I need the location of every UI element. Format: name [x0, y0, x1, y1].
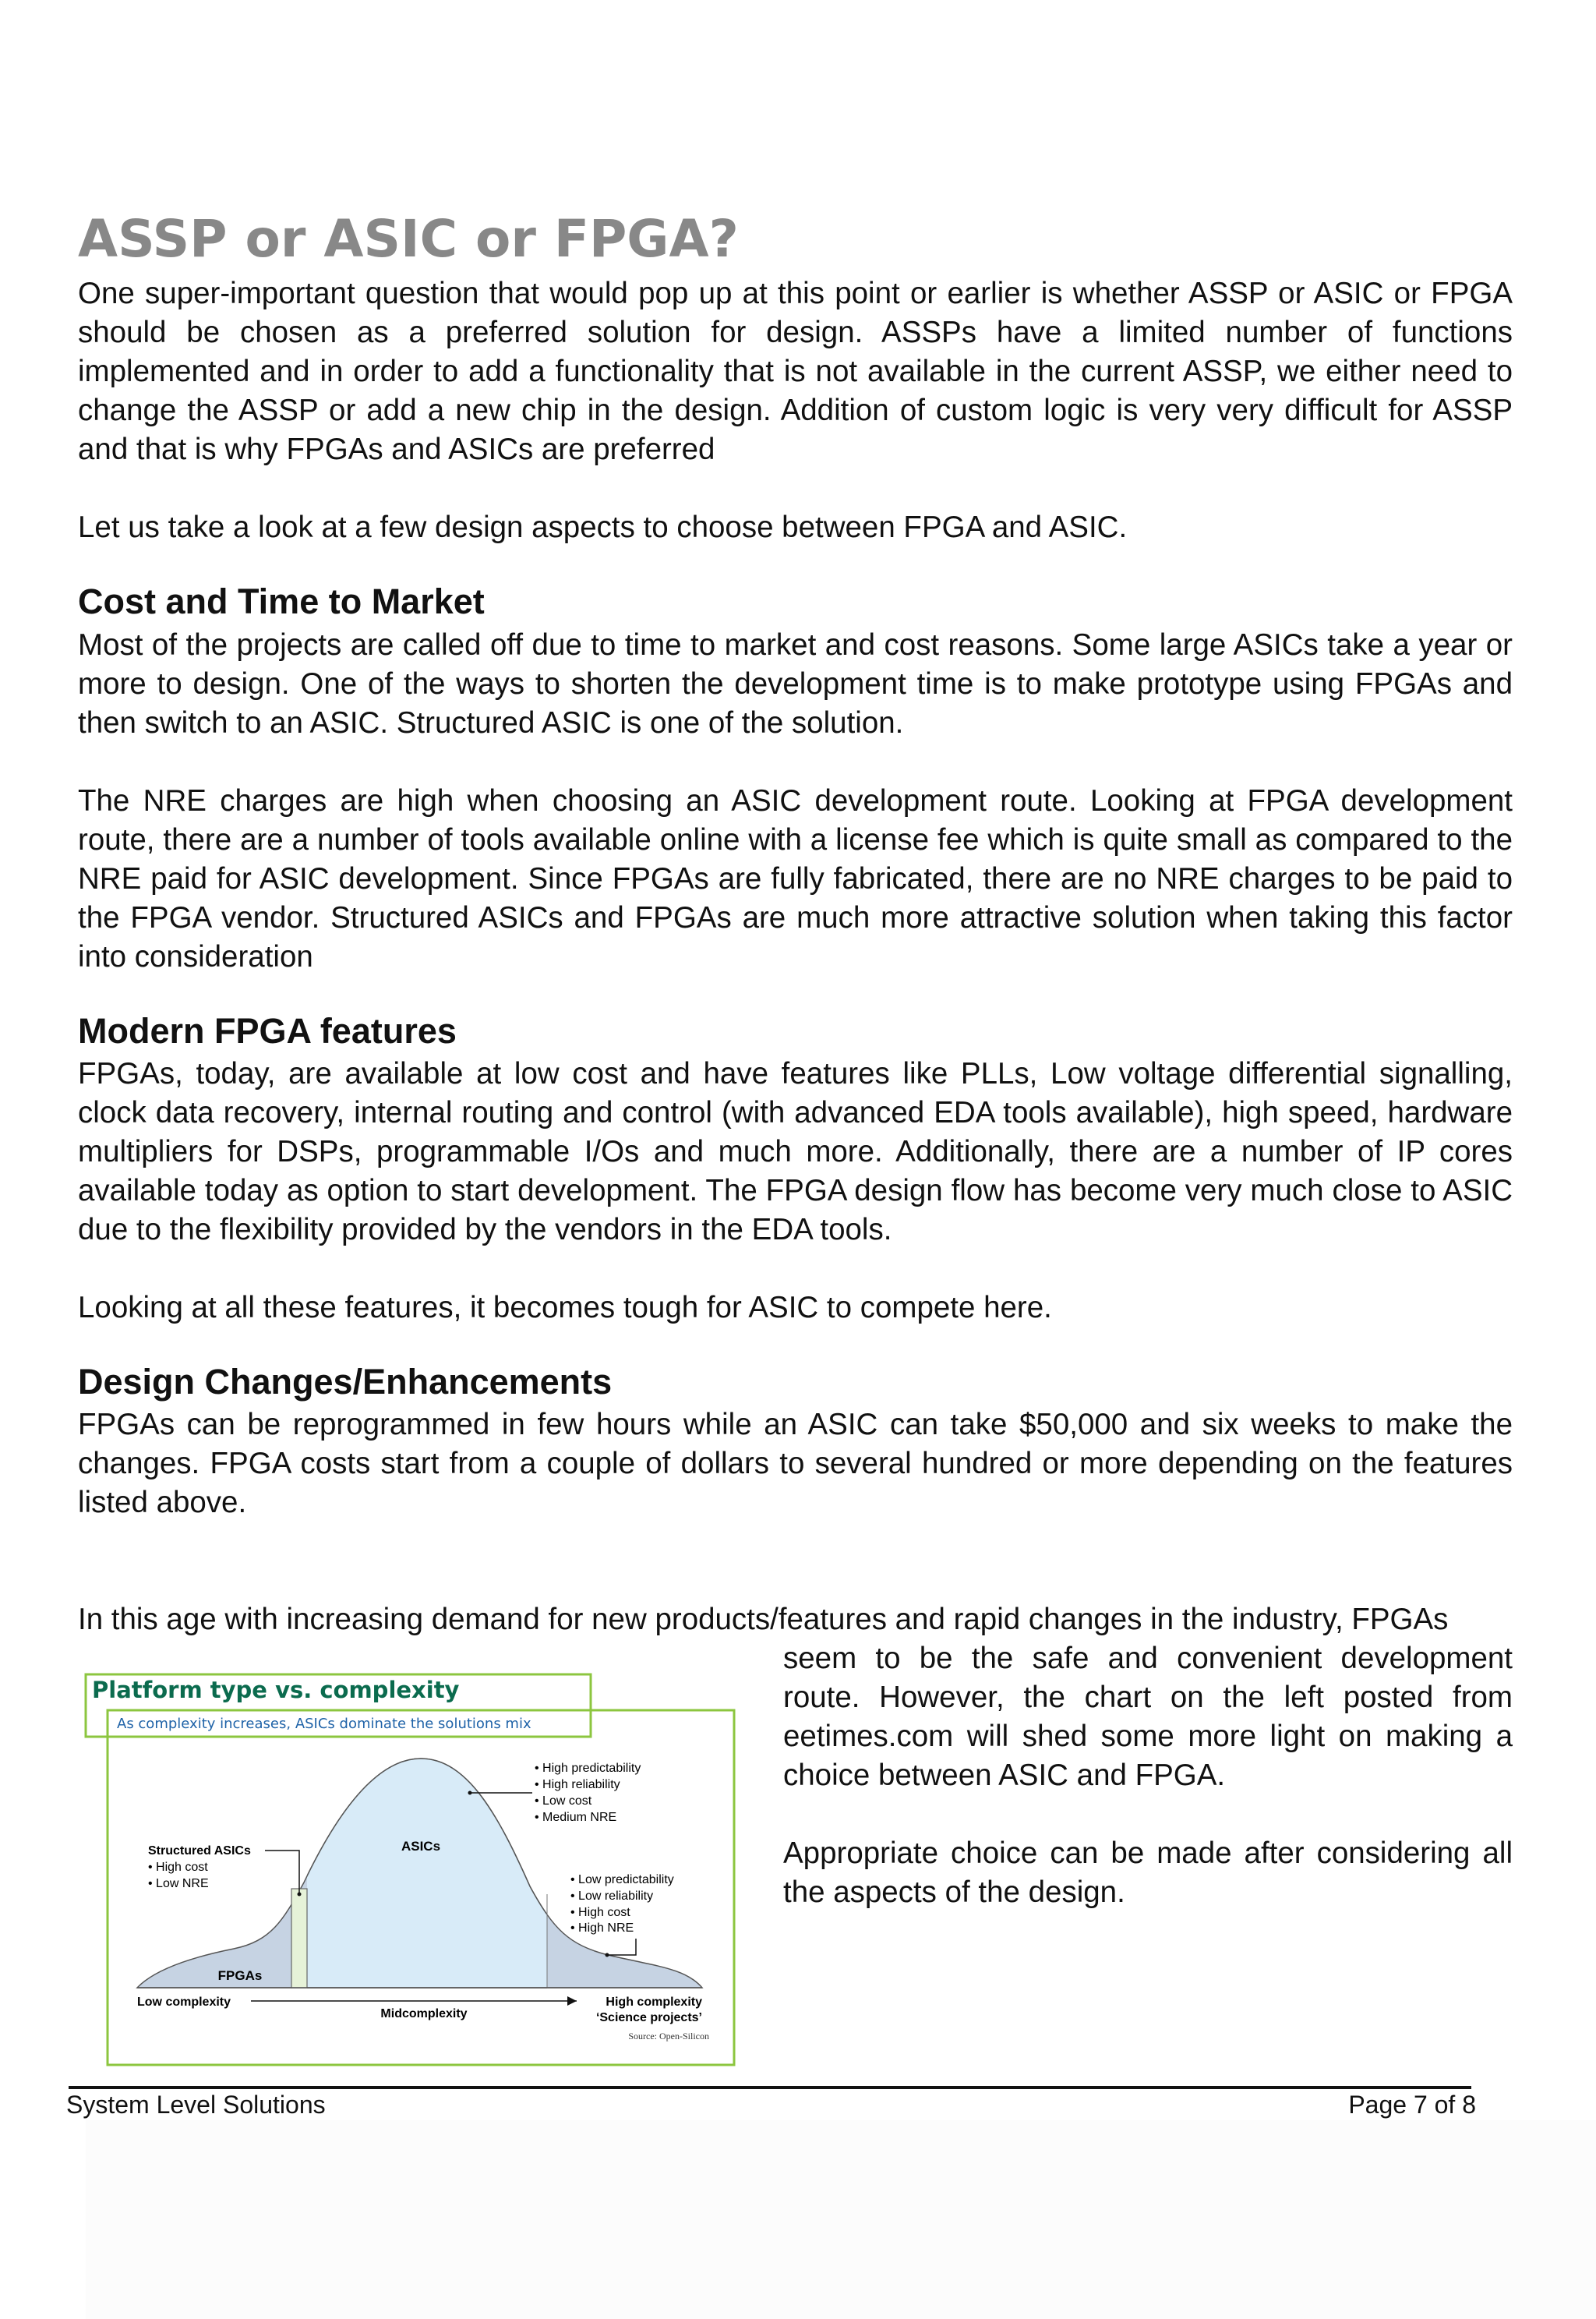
- axis-high-sublabel: ‘Science projects’: [595, 2011, 702, 2024]
- axis-high-label: High complexity: [606, 1996, 702, 2009]
- figure-subtitle: As complexity increases, ASICs dominate the solutions mix: [117, 1716, 531, 1732]
- asic-bullet: • High predictability: [535, 1762, 641, 1775]
- heading-design-changes: Design Changes/Enhancements: [78, 1362, 613, 1402]
- age-paragraph-continued: seem to be the safe and convenient development route. However, the chart on the left posted from eetimes.com will shed some more light on making a choice between ASIC and FPGA.: [783, 1642, 1513, 1792]
- asic-bullet: • Medium NRE: [535, 1811, 617, 1824]
- modern-paragraph-1: FPGAs, today, are available at low cost and have features like PLLs, Low voltage differential signalling, clock data recovery, internal routing and control (with advanced EDA tools available), high speed, hardware multipliers for DSPs, programmable I/Os and much more. Additionally, there are a number of IP cores available today as option to start development. The FPGA design flow has become very much close to ASIC due to the flexibility provided by the vendors in the EDA tools.: [78, 1057, 1513, 1246]
- footer-company: System Level Solutions: [66, 2091, 326, 2119]
- high-bullet: • Low predictability: [570, 1873, 674, 1886]
- asic-bullet: • Low cost: [535, 1794, 592, 1808]
- design-paragraph: FPGAs can be reprogrammed in few hours while an ASIC can take $50,000 and six weeks to make the changes. FPGA costs start from a couple of dollars to several hundred or more depending on the features listed above.: [78, 1408, 1513, 1519]
- final-paragraph: Appropriate choice can be made after considering all the aspects of the design.: [783, 1836, 1513, 1909]
- figure-source: Source: Open-Silicon: [628, 2031, 709, 2041]
- structured-bullet: • Low NRE: [148, 1877, 209, 1890]
- footer-rule: [69, 2086, 1471, 2089]
- page-title: ASSP or ASIC or FPGA?: [78, 209, 739, 270]
- structured-asics-label: Structured ASICs: [148, 1844, 251, 1858]
- cost-paragraph-2: The NRE charges are high when choosing an ASIC development route. Looking at FPGA development route, there are a number of tools available online with a license fee which is quite small as compared to the NRE paid for ASIC development. Since FPGAs are fully fabricated, there are no NRE charges to be paid to the FPGA vendor. Structured ASICs and FPGAs are much more attractive solution when taking this factor into consideration: [78, 784, 1513, 974]
- page-background-shade: [86, 2120, 1596, 2319]
- high-leader-dot: [606, 1953, 609, 1957]
- axis-mid-label: Midcomplexity: [380, 2007, 468, 2020]
- figure-title: Platform type vs. complexity: [92, 1677, 460, 1703]
- structured-bullet: • High cost: [148, 1861, 208, 1874]
- modern-paragraph-2: Looking at all these features, it becomes tough for ASIC to compete here.: [78, 1291, 1052, 1324]
- heading-modern-fpga: Modern FPGA features: [78, 1011, 457, 1051]
- age-paragraph-first-line: In this age with increasing demand for new products/features and rapid changes in the industry, FPGAs: [78, 1603, 1449, 1636]
- structured-asic-bar: [291, 1889, 307, 1988]
- high-bullet: • High NRE: [570, 1921, 634, 1935]
- structured-leader-dot: [298, 1893, 302, 1897]
- lookat-paragraph: Let us take a look at a few design aspects to choose between FPGA and ASIC.: [78, 511, 1128, 544]
- high-bullet: • Low reliability: [570, 1889, 654, 1903]
- asic-leader-dot: [468, 1791, 472, 1795]
- fpgas-label: FPGAs: [217, 1968, 263, 1983]
- asic-bullet: • High reliability: [535, 1778, 620, 1791]
- high-bullet: • High cost: [570, 1906, 630, 1919]
- cost-paragraph-1: Most of the projects are called off due to time to market and cost reasons. Some large ASICs take a year or more to design. One of the ways to shorten the development time is to make prototype using FPGAs and then switch to an ASIC. Structured ASIC is one of the solution.: [78, 628, 1513, 740]
- platform-complexity-figure: [78, 1660, 748, 2073]
- heading-cost-time: Cost and Time to Market: [78, 582, 485, 621]
- intro-paragraph: One super-important question that would pop up at this point or earlier is whether ASSP or ASIC or FPGA should be chosen as a preferred solution for design. ASSPs have a limited number of functions implemented and in order to add a functionality that is not available in the current ASSP, we either need to change the ASSP or add a new chip in the design. Addition of custom logic is very very difficult for ASSP and that is why FPGAs and ASICs are preferred: [78, 277, 1513, 466]
- asics-label: ASICs: [401, 1839, 441, 1854]
- axis-low-label: Low complexity: [137, 1996, 231, 2009]
- footer-page-number: Page 7 of 8: [1348, 2091, 1476, 2119]
